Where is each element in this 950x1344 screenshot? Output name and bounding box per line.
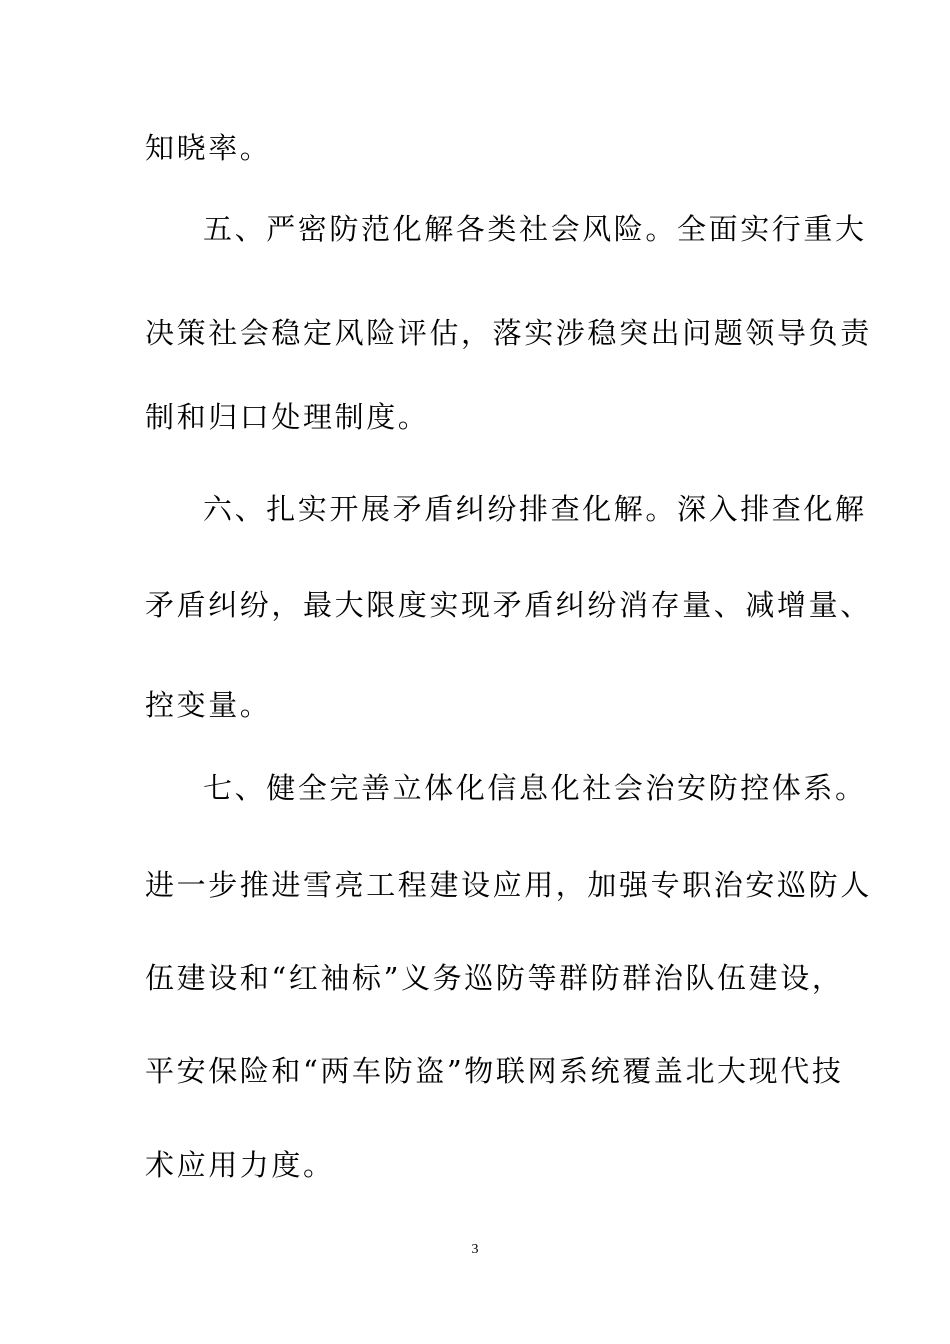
- text-line: 伍建设和“红袖标”义务巡防等群防群治队伍建设，: [145, 961, 844, 995]
- text-line: 知晓率。: [145, 131, 272, 165]
- section-seven-heading-line: 七、健全完善立体化信息化社会治安防控体系。: [203, 771, 867, 805]
- text-line: 平安保险和“两车防盗”物联网系统覆盖北大现代技: [145, 1054, 844, 1088]
- text-line: 控变量。: [145, 688, 272, 722]
- page-number: 3: [471, 1242, 479, 1257]
- text-line: 制和归口处理制度。: [145, 400, 430, 434]
- text-line: 术应用力度。: [145, 1148, 335, 1182]
- text-line: 决策社会稳定风险评估，落实涉稳突出问题领导负责: [145, 316, 872, 350]
- text-line: 进一步推进雪亮工程建设应用，加强专职治安巡防人: [145, 868, 872, 902]
- section-five-heading-line: 五、严密防范化解各类社会风险。全面实行重大: [203, 212, 867, 246]
- text-line: 矛盾纠纷，最大限度实现矛盾纠纷消存量、减增量、: [145, 588, 872, 622]
- section-six-heading-line: 六、扎实开展矛盾纠纷排查化解。深入排查化解: [203, 492, 867, 526]
